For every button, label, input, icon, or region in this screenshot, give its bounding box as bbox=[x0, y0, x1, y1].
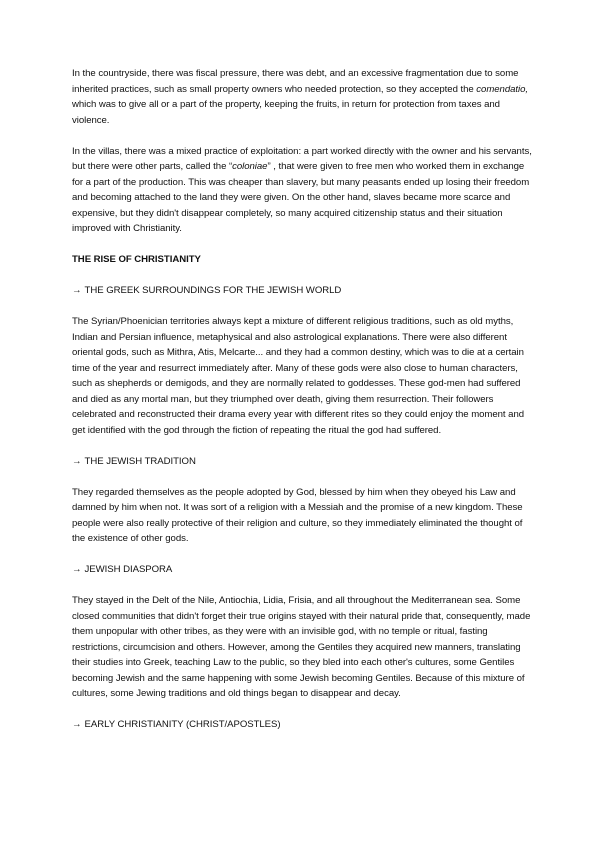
subheading-early-christianity-label: EARLY CHRISTIANITY (CHRIST/APOSTLES) bbox=[84, 719, 281, 730]
term-comendatio: comendatio, bbox=[476, 83, 528, 95]
paragraph-jewish-tradition: They regarded themselves as the people adopted by God, blessed by him when they obeyed his Law and damned by him when not. It was sort of a religion with a Messiah and the promise of a new kingdom. These people were also really protective of their religion and culture, so they immediately eliminated the thought of the existence of other gods. bbox=[72, 486, 523, 544]
paragraph-villas bbox=[72, 144, 534, 237]
subheading-early-christianity bbox=[72, 717, 534, 733]
subheading-jewish-tradition-label: THE JEWISH TRADITION bbox=[84, 455, 196, 467]
paragraph-countryside-text-a: In the countryside, there was fiscal pressure, there was debt, and an excessive fragmentation due to some inherited practices, such as small property owners who needed protection, so they accepted the bbox=[72, 68, 519, 95]
document-page bbox=[72, 66, 534, 748]
subheading-greek-surroundings bbox=[72, 283, 534, 299]
term-coloniae: coloniae bbox=[232, 161, 268, 172]
paragraph-countryside bbox=[72, 66, 534, 128]
subheading-jewish-diaspora bbox=[72, 562, 534, 578]
arrow-right-icon: → bbox=[72, 564, 82, 575]
paragraph-countryside-text-b: which was to give all or a part of the property, keeping the fruits, in return for protection from taxes and violence. bbox=[72, 99, 500, 126]
paragraph-jewish-diaspora: They stayed in the Delt of the Nile, Antiochia, Lidia, Frisia, and all throughout the Mediterranean sea. Some closed communities that didn't forget their true origins stayed with their natural pride that, consequently, made them unpopular with other tribes, as they were with an invisible god, with no temple or ritual, fasting restrictions, circumcision and others. However, among the Gentiles they acquired new manners, translating their studies into Greek, teaching Law to the public, so they bled into each other's cultures, some Gentiles becoming Jewish and the same happening with some Jewish becoming Gentiles. Because of this mixture of cultures, some Jewing traditions and old things began to disappear and decay. bbox=[72, 595, 531, 699]
subheading-jewish-diaspora-label: JEWISH DIASPORA bbox=[84, 564, 173, 575]
paragraph-villas-text-a: In the villas, there was a mixed practice of exploitation: a part worked directly with the owner and his servants, but there were other parts, called the “ bbox=[72, 145, 532, 172]
arrow-right-icon: → bbox=[72, 455, 82, 467]
heading-rise-of-christianity: THE RISE OF CHRISTIANITY bbox=[72, 254, 201, 265]
paragraph-villas-text-b: ” , that were given to free men who worked them in exchange for a part of the production. This was cheaper than slavery, but many peasants ended up losing their freedom and becoming attached to the land they were given. On the other hand, slaves became more scarce and expensive, but they didn't disappear completely, so many acquired citizenship status and their situation improved with Christianity. bbox=[72, 161, 530, 234]
arrow-right-icon: → bbox=[72, 719, 82, 730]
arrow-right-icon: → bbox=[72, 285, 82, 296]
subheading-greek-surroundings-label: THE GREEK SURROUNDINGS FOR THE JEWISH WORLD bbox=[84, 285, 342, 296]
subheading-jewish-tradition bbox=[72, 454, 534, 470]
paragraph-greek-surroundings: The Syrian/Phoenician territories always kept a mixture of different religious traditions, such as old myths, Indian and Persian influence, metaphysical and also astrological explanations. There were also different oriental gods, such as Mithra, Atis, Melcarte... and they had a common destiny, which was to die at a certain time of the year and resurrect immediately after. Many of these gods were also close to human characters, such as shepherds or demigods, and they are normally related to goddesses. These god-men had suffered and died as any mortal man, but they triumphed over death, giving them resurrection. Their followers celebrated and reconstructed their drama every year with different rites so they could enjoy the moment and get identified with the god through the fiction of repeating the ritual the god had suffered. bbox=[72, 316, 525, 436]
